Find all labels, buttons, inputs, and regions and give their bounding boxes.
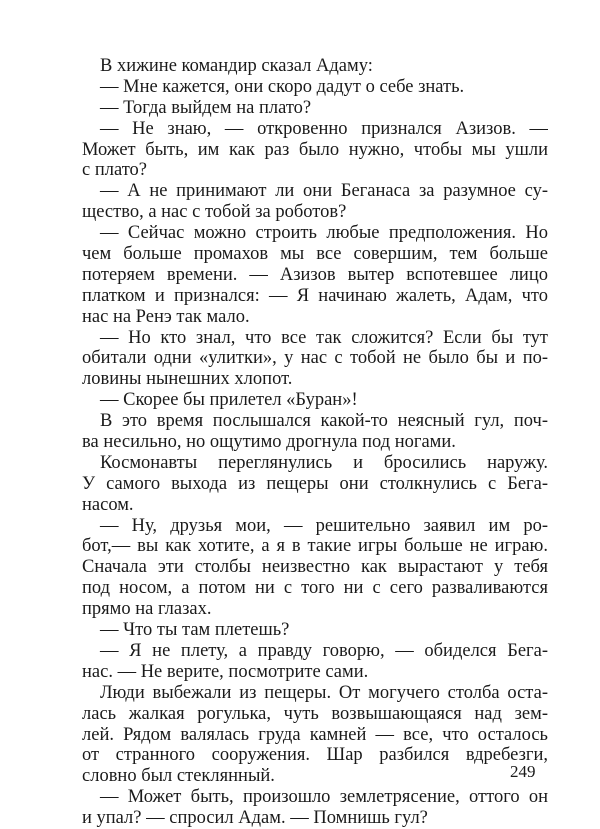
text-line: под носом, а потом ни с того ни с сего разваливаются <box>82 578 548 599</box>
text-line: — Скорее бы прилетел «Буран»! <box>100 390 358 411</box>
text-line: Космонавты переглянулись и бросились наружу. <box>100 452 548 473</box>
text-line: Люди выбежали из пещеры. От могучего столба оста- <box>100 682 548 703</box>
text-line: — Мне кажется, они скоро дадут о себе знать. <box>100 76 465 97</box>
text-line: В хижине командир сказал Адаму: <box>100 56 373 76</box>
text-line: щество, а нас с тобой за роботов? <box>82 202 347 223</box>
text-line: ловины нынешних хлопот. <box>82 369 293 390</box>
text-line: потеряем времени. — Азизов вытер вспотевшее лицо <box>82 264 548 285</box>
text-line: В это время послышался какой-то неясный гул, поч- <box>100 411 548 432</box>
book-page-text <box>82 56 548 829</box>
text-line: нас на Ренэ так мало. <box>82 306 250 327</box>
text-line: Может быть, им как раз было нужно, чтобы мы ушли <box>82 139 548 160</box>
text-line: бот,— вы как хотите, а я в такие игры больше не играю. <box>82 536 548 557</box>
text-line: платком и признался: — Я начинаю жалеть, Адам, что <box>82 285 548 306</box>
text-line: — Сейчас можно строить любые предположения. Но <box>100 223 548 244</box>
text-line: ва несильно, но ощутимо дрогнула под ногами. <box>82 432 456 453</box>
page-number: 249 <box>510 762 536 781</box>
text-line: насом. <box>82 494 134 515</box>
text-line: чем больше промахов мы все совершим, тем больше <box>82 244 548 265</box>
text-line: прямо на глазах. <box>82 599 212 620</box>
text-line: — Что ты там плетешь? <box>100 620 290 641</box>
text-line: — Я не плету, а правду говорю, — обиделся Бега- <box>100 640 548 661</box>
text-line: — Ну, друзья мои, — решительно заявил им ро- <box>100 515 548 536</box>
text-line: — А не принимают ли они Беганаса за разумное су- <box>100 181 548 202</box>
text-line: — Не знаю, — откровенно признался Азизов. — <box>100 118 548 139</box>
text-line: словно был стеклянный. <box>82 766 275 787</box>
text-line: Сначала эти столбы неизвестно как вырастают у тебя <box>82 557 548 578</box>
text-line: лей. Рядом валялась груда камней — все, что осталось <box>82 724 548 745</box>
text-line: и упал? — спросил Адам. — Помнишь гул? <box>82 808 428 829</box>
text-line: нас. — Не верите, посмотрите сами. <box>82 661 369 682</box>
text-line: — Может быть, произошло землетрясение, оттого он <box>100 787 548 808</box>
text-line: У самого выхода из пещеры они столкнулись с Бега- <box>82 473 548 494</box>
text-line: — Тогда выйдем на плато? <box>100 97 312 118</box>
text-line: лась жалкая рогулька, чуть возвышающаяся над зем- <box>82 703 548 724</box>
text-line: — Но кто знал, что все так сложится? Если бы тут <box>100 327 548 348</box>
text-line: обитали одни «улитки», у нас с тобой не было бы и по- <box>82 348 548 369</box>
text-line: от странного сооружения. Шар разбился вдребезги, <box>82 745 548 766</box>
text-line: с плато? <box>82 160 148 181</box>
